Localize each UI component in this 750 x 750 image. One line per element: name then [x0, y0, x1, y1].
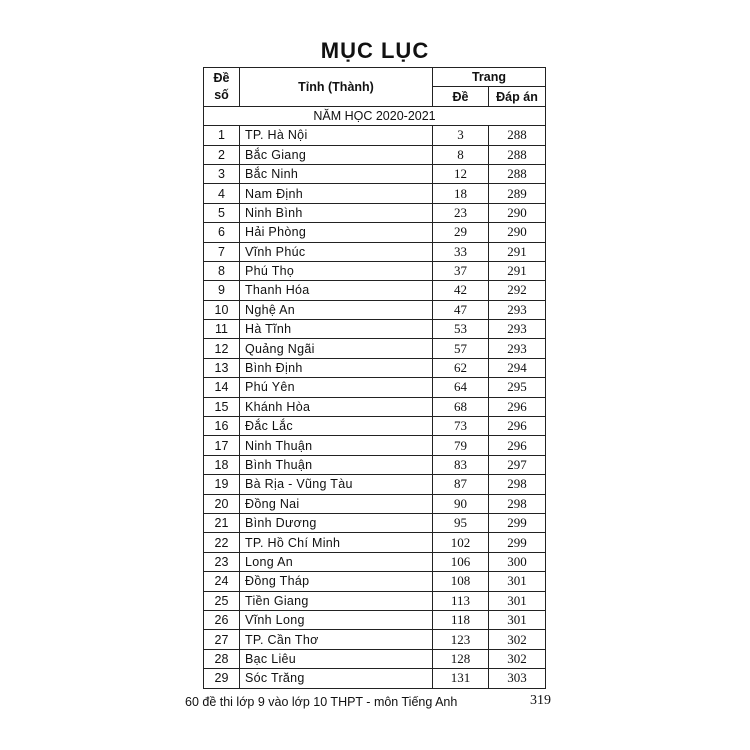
row-exam-page: 128	[433, 649, 489, 668]
table-row	[204, 591, 546, 610]
row-province: Ninh Bình	[240, 203, 433, 222]
row-answer-page: 297	[489, 455, 546, 474]
row-number: 22	[204, 533, 240, 552]
row-answer-page: 291	[489, 261, 546, 280]
row-answer-page: 293	[489, 300, 546, 319]
row-exam-page: 29	[433, 223, 489, 242]
row-number: 26	[204, 610, 240, 629]
row-province: Đồng Tháp	[240, 572, 433, 591]
header-page-group: Trang	[433, 68, 546, 87]
row-number: 23	[204, 552, 240, 571]
row-province: Tiền Giang	[240, 591, 433, 610]
row-answer-page: 292	[489, 281, 546, 300]
row-answer-page: 294	[489, 358, 546, 377]
header-no-line1: Đề	[213, 70, 230, 85]
row-answer-page: 303	[489, 669, 546, 688]
row-number: 1	[204, 126, 240, 145]
row-answer-page: 296	[489, 417, 546, 436]
row-number: 15	[204, 397, 240, 416]
row-exam-page: 108	[433, 572, 489, 591]
row-answer-page: 290	[489, 223, 546, 242]
row-number: 27	[204, 630, 240, 649]
row-exam-page: 18	[433, 184, 489, 203]
row-exam-page: 62	[433, 358, 489, 377]
table-row	[204, 223, 546, 242]
row-number: 19	[204, 475, 240, 494]
row-number: 2	[204, 145, 240, 164]
row-exam-page: 87	[433, 475, 489, 494]
row-province: Hải Phòng	[240, 223, 433, 242]
row-answer-page: 301	[489, 572, 546, 591]
row-answer-page: 289	[489, 184, 546, 203]
row-exam-page: 79	[433, 436, 489, 455]
row-number: 25	[204, 591, 240, 610]
row-province: Phú Thọ	[240, 261, 433, 280]
header-answer: Đáp án	[489, 87, 546, 106]
row-province: Vĩnh Long	[240, 610, 433, 629]
row-province: Vĩnh Phúc	[240, 242, 433, 261]
row-province: Bình Thuận	[240, 455, 433, 474]
row-answer-page: 299	[489, 513, 546, 532]
row-number: 29	[204, 669, 240, 688]
row-number: 28	[204, 649, 240, 668]
row-number: 16	[204, 417, 240, 436]
row-province: TP. Hồ Chí Minh	[240, 533, 433, 552]
row-number: 6	[204, 223, 240, 242]
row-province: Nam Định	[240, 184, 433, 203]
row-exam-page: 131	[433, 669, 489, 688]
row-number: 24	[204, 572, 240, 591]
table-row	[204, 397, 546, 416]
row-province: Bà Rịa - Vũng Tàu	[240, 475, 433, 494]
footer-book-title: 60 đề thi lớp 9 vào lớp 10 THPT - môn Tiếng Anh	[185, 695, 458, 709]
row-exam-page: 83	[433, 455, 489, 474]
row-province: Đắc Lắc	[240, 417, 433, 436]
row-answer-page: 302	[489, 649, 546, 668]
row-answer-page: 302	[489, 630, 546, 649]
page-title: MỤC LỤC	[320, 38, 430, 63]
row-number: 18	[204, 455, 240, 474]
row-province: Long An	[240, 552, 433, 571]
table-row	[204, 417, 546, 436]
section-title: NĂM HỌC 2020-2021	[204, 106, 546, 125]
table-row	[204, 203, 546, 222]
table-row	[204, 552, 546, 571]
table-row	[204, 533, 546, 552]
table-row	[204, 242, 546, 261]
header-exam: Đề	[433, 87, 489, 106]
row-number: 9	[204, 281, 240, 300]
row-answer-page: 290	[489, 203, 546, 222]
table-row	[204, 513, 546, 532]
row-answer-page: 291	[489, 242, 546, 261]
table-row	[204, 164, 546, 183]
row-answer-page: 296	[489, 397, 546, 416]
toc-table	[203, 67, 546, 689]
row-answer-page: 288	[489, 126, 546, 145]
row-exam-page: 102	[433, 533, 489, 552]
footer-page-number: 319	[530, 693, 551, 708]
row-exam-page: 90	[433, 494, 489, 513]
row-exam-page: 123	[433, 630, 489, 649]
table-row	[204, 320, 546, 339]
table-row	[204, 300, 546, 319]
table-row	[204, 475, 546, 494]
row-exam-page: 53	[433, 320, 489, 339]
row-exam-page: 113	[433, 591, 489, 610]
table-row	[204, 610, 546, 629]
toc-body	[204, 106, 546, 688]
table-row	[204, 281, 546, 300]
row-exam-page: 8	[433, 145, 489, 164]
row-exam-page: 73	[433, 417, 489, 436]
row-exam-page: 118	[433, 610, 489, 629]
row-answer-page: 298	[489, 475, 546, 494]
row-exam-page: 37	[433, 261, 489, 280]
row-answer-page: 298	[489, 494, 546, 513]
table-row	[204, 630, 546, 649]
row-number: 8	[204, 261, 240, 280]
row-answer-page: 288	[489, 164, 546, 183]
row-province: Sóc Trăng	[240, 669, 433, 688]
row-province: Nghệ An	[240, 300, 433, 319]
row-answer-page: 288	[489, 145, 546, 164]
table-row	[204, 261, 546, 280]
row-exam-page: 12	[433, 164, 489, 183]
header-no	[204, 68, 240, 107]
row-exam-page: 64	[433, 378, 489, 397]
row-number: 12	[204, 339, 240, 358]
row-exam-page: 106	[433, 552, 489, 571]
row-exam-page: 23	[433, 203, 489, 222]
row-province: Ninh Thuận	[240, 436, 433, 455]
row-province: Quảng Ngãi	[240, 339, 433, 358]
header-no-line2: số	[214, 87, 229, 102]
table-row	[204, 126, 546, 145]
row-province: Bắc Giang	[240, 145, 433, 164]
row-province: Bình Định	[240, 358, 433, 377]
table-row	[204, 455, 546, 474]
table-row	[204, 572, 546, 591]
row-number: 10	[204, 300, 240, 319]
row-exam-page: 95	[433, 513, 489, 532]
row-number: 5	[204, 203, 240, 222]
row-answer-page: 301	[489, 591, 546, 610]
row-answer-page: 293	[489, 320, 546, 339]
row-province: Bình Dương	[240, 513, 433, 532]
row-province: Phú Yên	[240, 378, 433, 397]
row-answer-page: 300	[489, 552, 546, 571]
table-row	[204, 339, 546, 358]
row-number: 7	[204, 242, 240, 261]
table-row	[204, 145, 546, 164]
row-exam-page: 33	[433, 242, 489, 261]
header-province: Tỉnh (Thành)	[240, 68, 433, 107]
row-number: 20	[204, 494, 240, 513]
row-number: 13	[204, 358, 240, 377]
table-row	[204, 184, 546, 203]
row-province: Khánh Hòa	[240, 397, 433, 416]
row-number: 3	[204, 164, 240, 183]
row-number: 14	[204, 378, 240, 397]
row-province: Bạc Liêu	[240, 649, 433, 668]
row-number: 4	[204, 184, 240, 203]
toc-header	[204, 68, 546, 107]
row-number: 11	[204, 320, 240, 339]
row-answer-page: 301	[489, 610, 546, 629]
table-row	[204, 378, 546, 397]
row-exam-page: 47	[433, 300, 489, 319]
row-answer-page: 299	[489, 533, 546, 552]
row-exam-page: 42	[433, 281, 489, 300]
row-province: TP. Hà Nội	[240, 126, 433, 145]
row-province: Thanh Hóa	[240, 281, 433, 300]
row-province: Bắc Ninh	[240, 164, 433, 183]
table-row	[204, 494, 546, 513]
row-exam-page: 68	[433, 397, 489, 416]
row-answer-page: 295	[489, 378, 546, 397]
row-answer-page: 293	[489, 339, 546, 358]
row-exam-page: 57	[433, 339, 489, 358]
table-row	[204, 669, 546, 688]
row-number: 17	[204, 436, 240, 455]
table-row	[204, 436, 546, 455]
row-province: Hà Tĩnh	[240, 320, 433, 339]
table-row	[204, 358, 546, 377]
row-number: 21	[204, 513, 240, 532]
row-province: Đồng Nai	[240, 494, 433, 513]
row-exam-page: 3	[433, 126, 489, 145]
row-province: TP. Cần Thơ	[240, 630, 433, 649]
table-row	[204, 649, 546, 668]
row-answer-page: 296	[489, 436, 546, 455]
section-row	[204, 106, 546, 125]
